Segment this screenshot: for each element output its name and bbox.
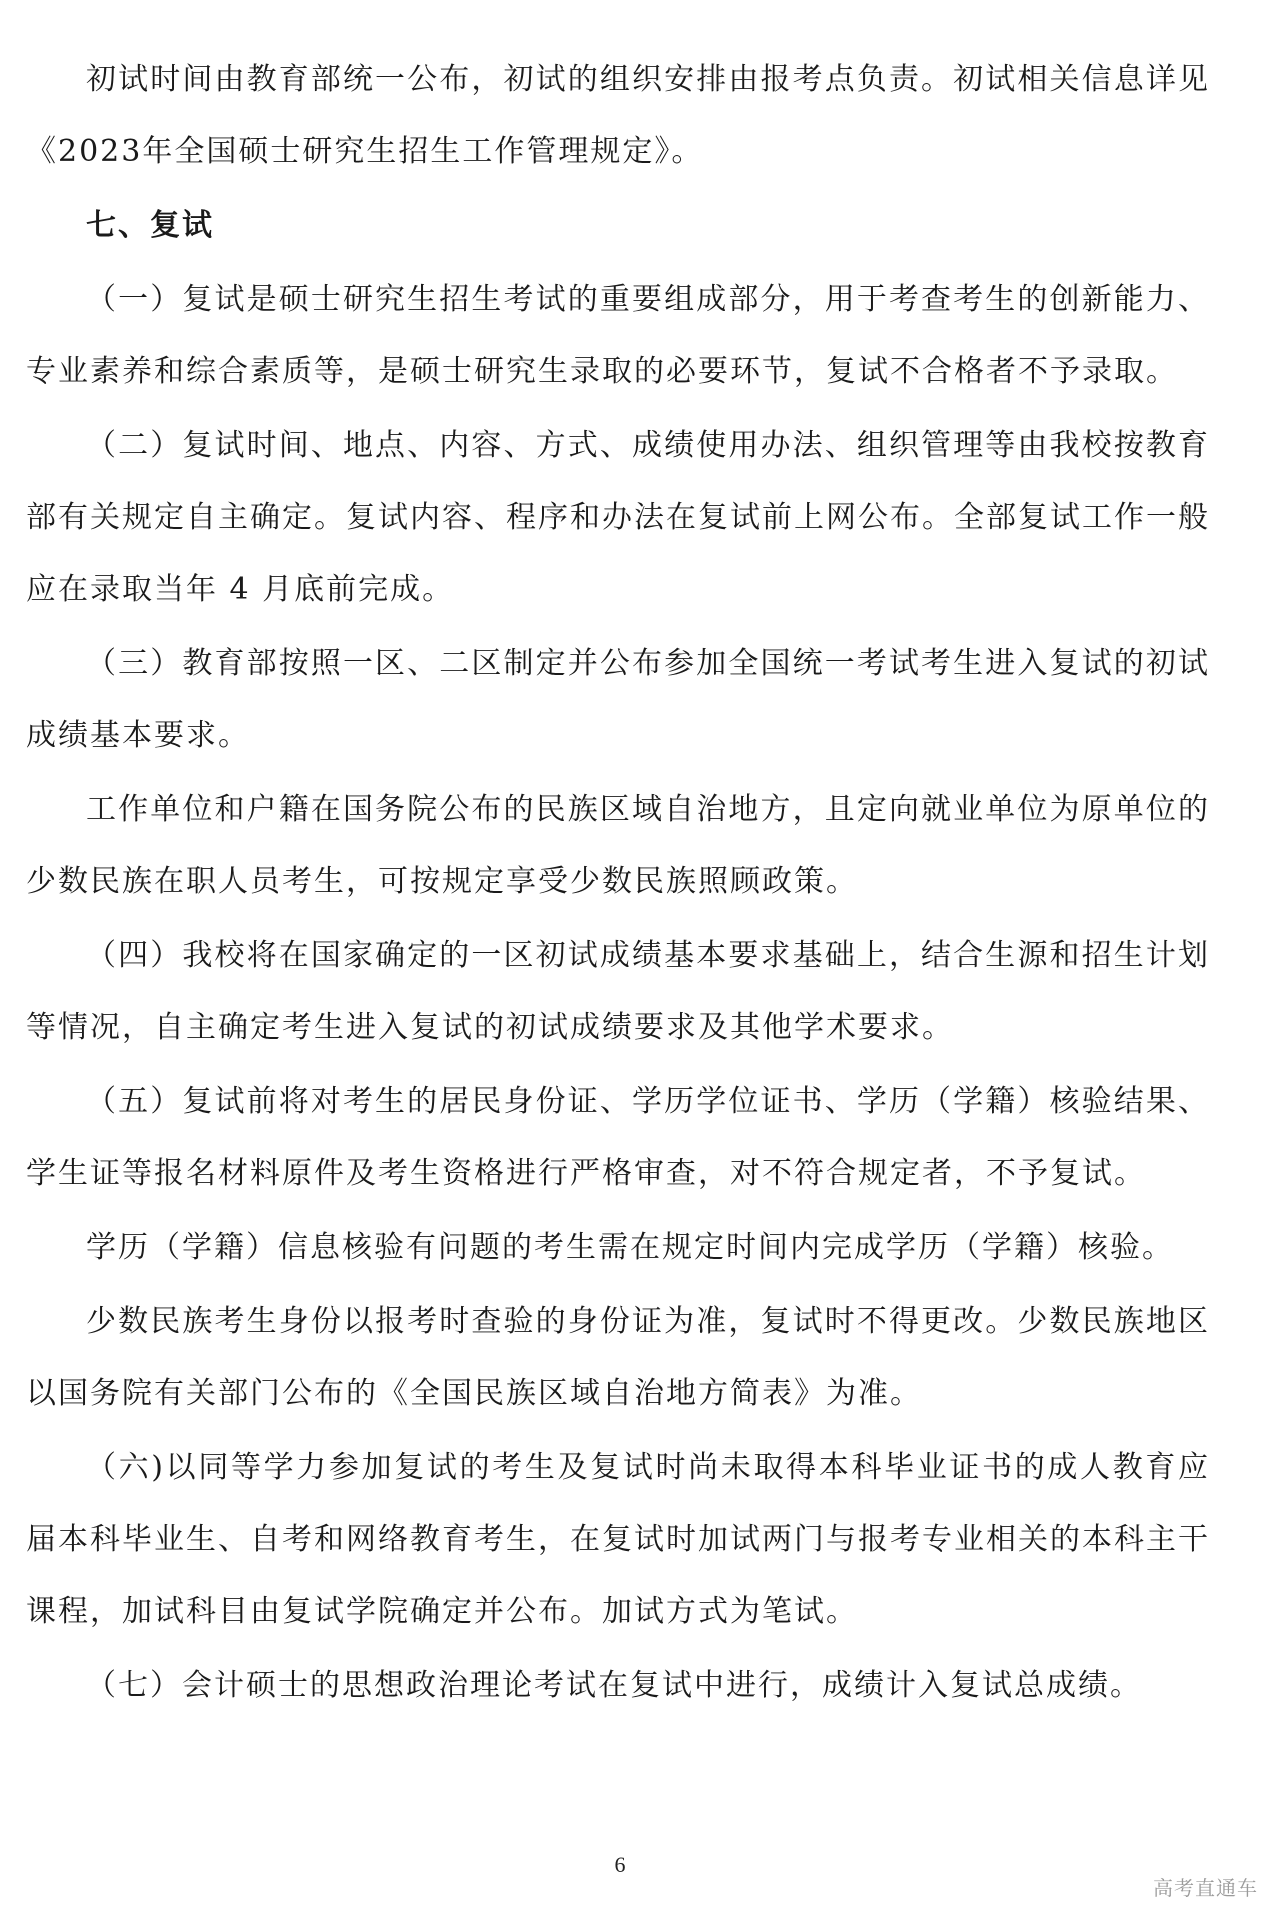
page-number: 6 <box>614 1852 626 1877</box>
paragraph-retest-6: （六)以同等学力参加复试的考生及复试时尚未取得本科毕业证书的成人教育应届本科毕业生、自考和网络教育考生，在复试时加试两门与报考专业相关的本科主干课程，加试科目由复试学院确定并公布。加试方式为笔试。 <box>26 1450 1210 1629</box>
paragraph-record-verification: 学历（学籍）信息核验有问题的考生需在规定时间内完成学历（学籍）核验。 <box>86 1230 1174 1265</box>
document-body <box>26 44 1210 1724</box>
paragraph-retest-3: （三）教育部按照一区、二区制定并公布参加全国统一考试考生进入复试的初试成绩基本要求。 <box>26 646 1210 753</box>
section-heading-retest: 七、复试 <box>86 208 214 243</box>
paragraph-retest-2: （二）复试时间、地点、内容、方式、成绩使用办法、组织管理等由我校按教育部有关规定自主确定。复试内容、程序和办法在复试前上网公布。全部复试工作一般应在录取当年 4 月底前完成。 <box>26 428 1210 607</box>
paragraph-retest-4: （四）我校将在国家确定的一区初试成绩基本要求基础上，结合生源和招生计划等情况，自主确定考生进入复试的初试成绩要求及其他学术要求。 <box>26 938 1210 1045</box>
paragraph-retest-1: （一）复试是硕士研究生招生考试的重要组成部分，用于考查考生的创新能力、专业素养和综合素质等，是硕士研究生录取的必要环节，复试不合格者不予录取。 <box>26 282 1210 389</box>
paragraph-minority-policy: 工作单位和户籍在国务院公布的民族区域自治地方，且定向就业单位为原单位的少数民族在职人员考生，可按规定享受少数民族照顾政策。 <box>26 792 1210 899</box>
paragraph-initial-exam-info: 初试时间由教育部统一公布，初试的组织安排由报考点负责。初试相关信息详见《2023年全国硕士研究生招生工作管理规定》。 <box>26 62 1210 169</box>
paragraph-retest-5: （五）复试前将对考生的居民身份证、学历学位证书、学历（学籍）核验结果、学生证等报名材料原件及考生资格进行严格审查，对不符合规定者，不予复试。 <box>26 1084 1210 1191</box>
watermark: 高考直通车 <box>1153 1876 1258 1900</box>
paragraph-retest-7: （七）会计硕士的思想政治理论考试在复试中进行，成绩计入复试总成绩。 <box>86 1668 1142 1703</box>
paragraph-minority-identity: 少数民族考生身份以报考时查验的身份证为准，复试时不得更改。少数民族地区以国务院有关部门公布的《全国民族区域自治地方简表》为准。 <box>26 1304 1210 1411</box>
